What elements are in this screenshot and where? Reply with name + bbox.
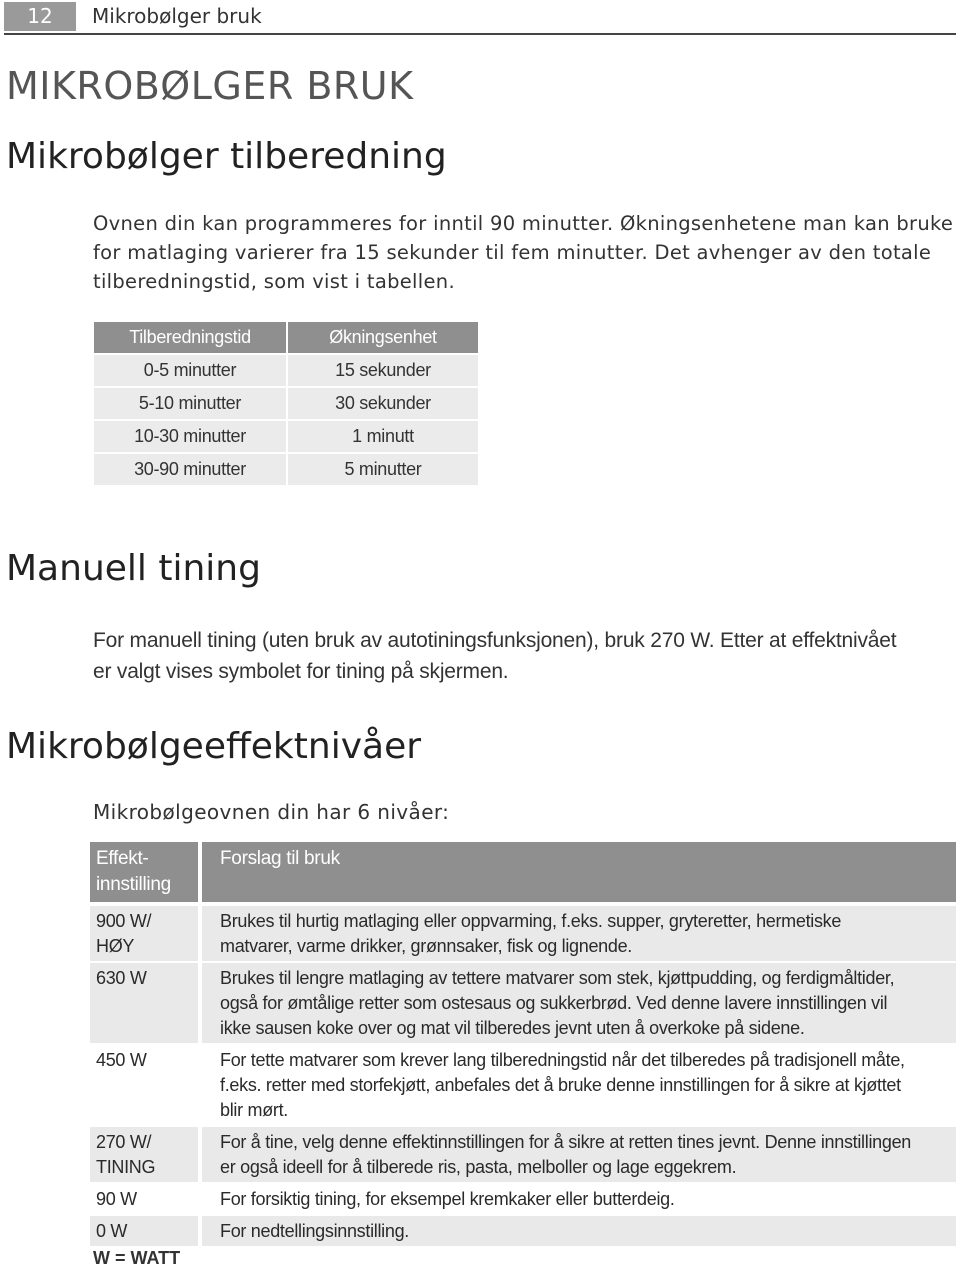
table-header-time: Tilberedningstid	[93, 321, 287, 354]
header-text: innstilling	[96, 874, 171, 895]
step-cell: 30 sekunder	[287, 387, 479, 420]
use-cell: For forsiktig tining, for eksempel kremkaker eller butterdeig.	[202, 1184, 956, 1214]
use-cell	[202, 906, 956, 961]
use-cell: For nedtellingsinnstilling.	[202, 1216, 956, 1246]
use-text: f.eks. retter med storfekjøtt, anbefales det å bruke denne innstillingen for å sikre at kjøttet	[220, 1075, 901, 1095]
time-cell: 0-5 minutter	[93, 354, 287, 387]
text-line: er valgt vises symbolet for tining på skjermen.	[93, 660, 509, 683]
use-cell	[202, 1127, 956, 1182]
use-text: For tette matvarer som krever lang tilberedningstid når det tilberedes på tradisjonell måte,	[220, 1050, 905, 1070]
header-suggested-use: Forslag til bruk	[202, 842, 956, 902]
table-row	[93, 387, 479, 420]
use-cell	[202, 1045, 956, 1125]
use-text: Brukes til hurtig matlaging eller oppvarming, f.eks. supper, gryteretter, hermetiske	[220, 911, 842, 931]
header-title: Mikrobølger bruk	[92, 4, 262, 28]
step-cell: 1 minutt	[287, 420, 479, 453]
use-text: også for ømtålige retter som ostesaus og sukkerbrød. Ved denne lavere innstillingen vil	[220, 993, 888, 1013]
level-text: 450 W	[96, 1050, 147, 1070]
power-level-cell	[90, 906, 198, 961]
step-cell: 15 sekunder	[287, 354, 479, 387]
table-row	[93, 354, 479, 387]
use-cell	[202, 963, 956, 1043]
level-text: 270 W/	[96, 1132, 152, 1152]
page-title: MIKROBØLGER BRUK	[6, 64, 414, 108]
text-line: for matlaging varierer fra 15 sekunder til fem minutter. Det avhenger av den totale	[93, 241, 932, 264]
text-line: For manuell tining (uten bruk av autotiningsfunksjonen), bruk 270 W. Etter at effektnivået	[93, 629, 897, 652]
table-row	[90, 1216, 956, 1246]
section-heading-power: Mikrobølgeeffektnivåer	[6, 726, 422, 767]
table-row	[90, 1045, 956, 1125]
section-heading-defrost: Manuell tining	[6, 548, 261, 589]
table-row	[93, 453, 479, 486]
use-text: matvarer, varme drikker, grønnsaker, fisk og lignende.	[220, 936, 632, 956]
table-row	[90, 1127, 956, 1182]
page-header	[0, 0, 960, 36]
section-heading-cooking: Mikrobølger tilberedning	[6, 136, 447, 177]
use-text: For å tine, velg denne effektinnstillingen for å sikre at retten tines jevnt. Denne innstillingen	[220, 1132, 911, 1152]
power-level-cell	[90, 963, 198, 1043]
use-text: blir mørt.	[220, 1100, 288, 1120]
power-subtext: Mikrobølgeovnen din har 6 nivåer:	[93, 800, 450, 824]
power-level-cell: 90 W	[90, 1184, 198, 1214]
power-level-cell	[90, 1045, 198, 1125]
power-level-table	[90, 842, 956, 1248]
header-power-setting	[90, 842, 198, 902]
table-row	[90, 1184, 956, 1214]
level-text: 630 W	[96, 968, 147, 988]
table-header-step: Økningsenhet	[287, 321, 479, 354]
step-cell: 5 minutter	[287, 453, 479, 486]
page-number: 12	[4, 2, 76, 31]
power-level-cell	[90, 1127, 198, 1182]
header-divider	[4, 33, 956, 35]
defrost-paragraph	[93, 625, 955, 687]
time-cell: 5-10 minutter	[93, 387, 287, 420]
table-row	[90, 963, 956, 1043]
power-table-header	[90, 842, 956, 902]
table-row	[90, 906, 956, 961]
level-text: HØY	[96, 936, 135, 956]
time-cell: 30-90 minutter	[93, 453, 287, 486]
level-text: TINING	[96, 1157, 156, 1177]
header-text: Effekt-	[96, 848, 149, 869]
use-text: er også ideell for å tilberede ris, pasta, melboller og lage eggekrem.	[220, 1157, 737, 1177]
use-text: Brukes til lengre matlaging av tettere matvarer som stek, kjøttpudding, og ferdigmåltider,	[220, 968, 895, 988]
text-line: tilberedningstid, som vist i tabellen.	[93, 270, 455, 293]
text-line: Ovnen din kan programmeres for inntil 90 minutter. Økningsenhetene man kan bruke	[93, 212, 954, 235]
use-text: ikke sausen koke over og mat vil tilberedes jevnt uten å overkoke på sidene.	[220, 1018, 805, 1038]
cooking-paragraph	[93, 209, 955, 296]
cooking-time-table	[92, 320, 480, 487]
watt-footnote: W = WATT	[93, 1248, 181, 1268]
table-row	[93, 420, 479, 453]
power-level-cell: 0 W	[90, 1216, 198, 1246]
time-cell: 10-30 minutter	[93, 420, 287, 453]
level-text: 900 W/	[96, 911, 152, 931]
